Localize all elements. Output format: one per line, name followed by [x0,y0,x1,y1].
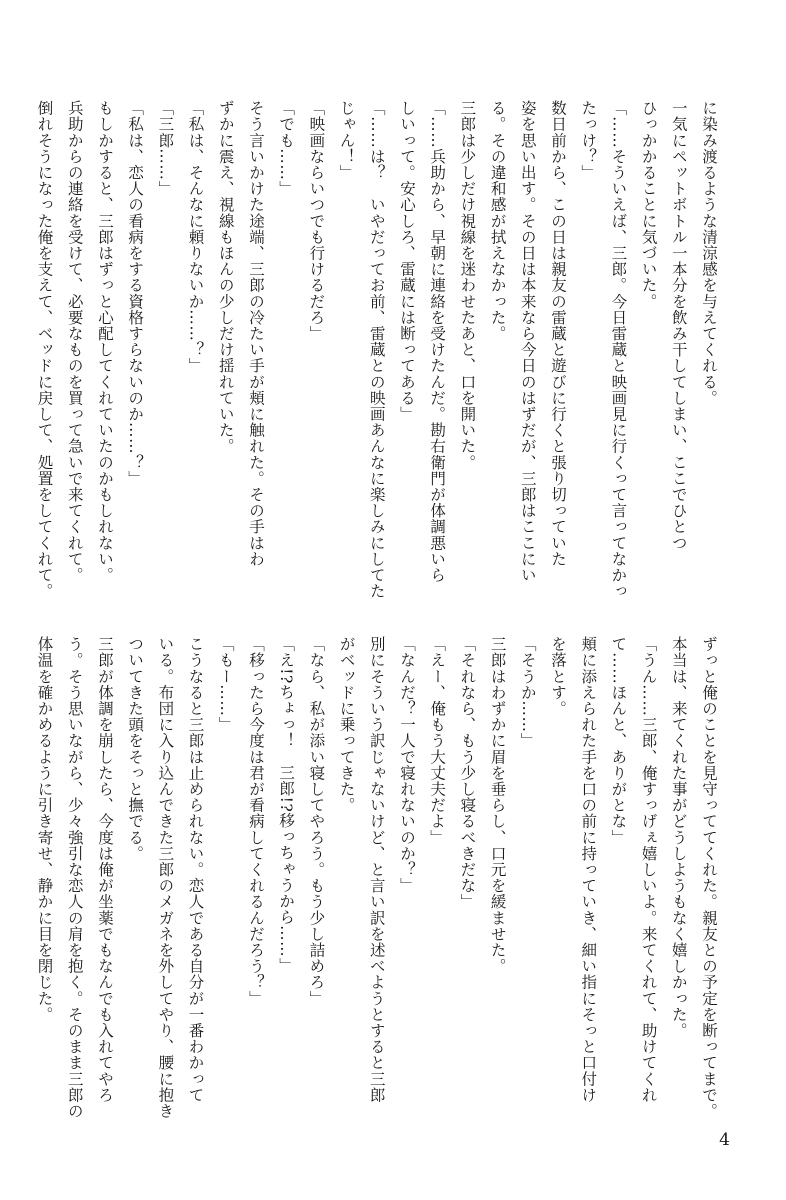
text-line: 「えー、俺もう大丈夫だよ」 [428,636,447,846]
text-line: そう言いかけた途端、三郎の冷たい手が頬に触れた。その手はわ [246,100,265,567]
text-line: ずかに震え、視線もほんの少しだけ揺れていた。 [216,100,235,455]
text-line: 兵助からの連絡を受けて、必要なものを買って急いで来てくれて。 [65,100,84,583]
text-line: る。その違和感が拭えなかった。 [488,100,507,342]
text-line: 三郎が体調を崩したら、今度は俺が坐薬でもなんでも入れてやろ [95,636,114,1103]
text-line: 「私は、恋人の看病をする資格すらないのか……？」 [126,100,145,487]
text-line: て……ほんと、ありがとな」 [609,636,628,846]
text-line: 「もー……」 [216,636,235,733]
text-line: 倒れそうになった俺を支えて、ベッドに戻して、処置をしてくれて。 [35,100,54,600]
text-line: たっけ？」 [579,100,598,181]
text-line: 「そうか……」 [518,636,537,749]
text-line: 頬に添えられた手を口の前に持っていき、細い指にそっと口付け [579,636,598,1103]
text-line: 三郎は少しだけ視線を迷わせたあと、口を開いた。 [458,100,477,471]
text-line: を落とす。 [548,636,567,717]
text-line: 「……は？ いやだってお前、雷蔵との映画あんなに楽しみにしてた [367,100,386,600]
text-line: 三郎はわずかに眉を垂らし、口元を緩ませた。 [488,636,507,975]
text-line: いる。布団に入り込んできた三郎のメガネを外してやり、腰に抱き [156,636,175,1119]
text-line: 「なら、私が添い寝してやろう。もう少し詰めろ」 [307,636,326,1007]
text-line: 「それなら、もう少し寝るべきだな」 [458,636,477,910]
text-line: 数日前から、この日は親友の雷蔵と遊びに行くと張り切っていた [548,100,567,567]
text-line: 別にそういう訳じゃないけど、と言い訳を述べようとすると三郎 [367,636,386,1103]
text-line: 「映画ならいつでも行けるだろ」 [307,100,326,342]
text-line: 「三郎……」 [156,100,175,197]
text-line: 「私は、そんなに頼りないか……？」 [186,100,205,374]
text-line: 「なんだ？一人で寝れないのか？」 [397,636,416,894]
text-line: もしかすると、三郎はずっと心配してくれていたのかもしれない。 [95,100,114,583]
text-line: ずっと俺のことを見守っててくれた。親友との予定を断ってまで。 [700,636,718,1119]
text-line: 一気にペットボトル一本分を飲み干してしまい、ここでひとつ [669,100,688,551]
text-line: 「でも……」 [277,100,296,197]
text-line: 「……そういえば、三郎。今日雷蔵と映画見に行くって言ってなかっ [609,100,628,600]
text-block-bottom [29,636,724,1126]
text-line: う。そう思いながら、少々強引な恋人の肩を抱く。そのまま三郎の [65,636,84,1119]
text-line: 「……兵助から、早朝に連絡を受けたんだ。勘右衛門が体調悪いら [428,100,447,583]
text-line: がベッドに乗ってきた。 [337,636,356,814]
text-line: 「うん……三郎、俺すっげぇ嬉しいよ。来てくれて、助けてくれ [639,636,658,1103]
text-line: 体温を確かめるように引き寄せ、静かに目を閉じた。 [35,636,54,1023]
text-line: 「え!?ちょっ！ 三郎!?移っちゃうから……」 [277,636,296,974]
text-line: 「移ったら今度は君が看病してくれるんだろう？」 [246,636,265,1007]
text-line: じゃん！」 [337,100,356,181]
text-line: ひっかかることに気づいた。 [639,100,658,310]
text-line: ついてきた頭をそっと撫でる。 [126,636,145,862]
page-number: 4 [719,1130,730,1150]
text-line: こうなると三郎は止められない。恋人である自分が一番わかって [186,636,205,1103]
text-line: に染み渡るような清涼感を与えてくれる。 [700,100,718,406]
text-block-top [29,100,724,600]
text-line: 姿を思い出す。その日は本来なら今日のはずだが、三郎はここにい [518,100,537,583]
text-line: しいって。安心しろ、雷蔵には断ってある」 [397,100,416,422]
text-line: 本当は、来てくれた事がどうしようもなく嬉しかった。 [669,636,688,1039]
